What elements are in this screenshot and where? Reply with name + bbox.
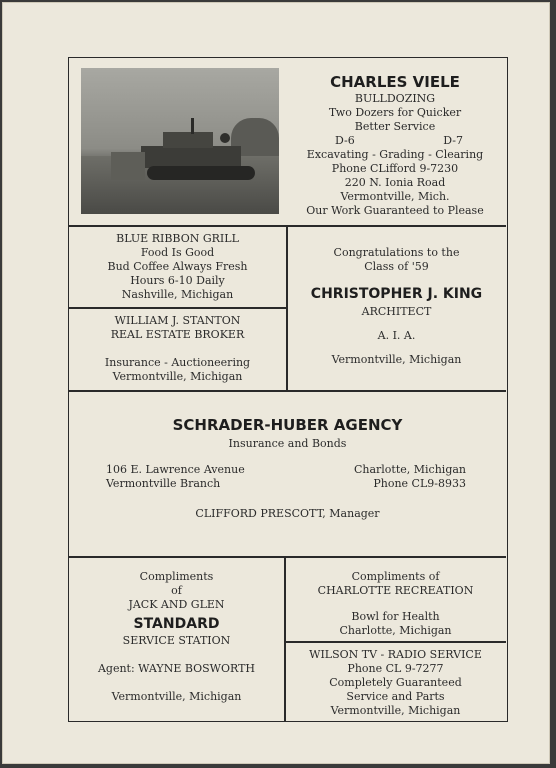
king-ad [287,246,506,390]
schrader-contact: Phone CL9-8933 [373,477,466,490]
king-city: Vermontville, Michigan [331,353,462,366]
standard-agent: Agent: WAYNE BOSWORTH [97,662,256,675]
standard-sub: SERVICE STATION [122,634,231,647]
viele-line: Phone CLifford 9-7230 [331,162,459,175]
schrader-name: SCHRADER-HUBER AGENCY [172,416,403,434]
grill-line: BLUE RIBBON GRILL [116,232,239,245]
king-congrats: Congratulations to the [333,246,460,259]
viele-model: D-6 [335,134,355,147]
viele-line: Better Service [354,120,436,133]
wilson-line: Service and Parts [346,690,445,703]
ad-grid [68,57,508,722]
grill-line: Hours 6-10 Daily [130,274,225,287]
stanton-line: Vermontville, Michigan [112,370,243,383]
standard-name: STANDARD [133,616,220,632]
schrader-address: Vermontville Branch [106,477,221,490]
viele-line: Our Work Guaranteed to Please [306,204,484,217]
divider [69,225,506,227]
grill-ad [69,232,286,307]
bulldozer-icon [103,118,263,188]
standard-ad [69,570,284,721]
yearbook-page [2,2,550,764]
schrader-ad [69,415,506,555]
divider [284,641,506,643]
divider [69,307,286,309]
schrader-contact: Charlotte, Michigan [353,463,466,476]
wilson-line: Completely Guaranteed [329,676,462,689]
viele-line: Two Dozers for Quicker [328,106,462,119]
grill-line: Nashville, Michigan [121,288,234,301]
king-congrats: Class of '59 [364,260,429,273]
schrader-sub: Insurance and Bonds [228,437,347,450]
king-name: CHRISTOPHER J. KING [310,286,483,302]
king-title: ARCHITECT [361,305,432,318]
viele-line: Excavating - Grading - Clearing [306,148,484,161]
grill-line: Food Is Good [140,246,215,259]
wilson-line: WILSON TV - RADIO SERVICE [309,648,482,661]
wilson-line: Phone CL 9-7277 [347,662,444,675]
bulldozer-photo [81,68,279,214]
standard-line: JACK AND GLEN [128,598,225,611]
grill-line: Bud Coffee Always Fresh [107,260,248,273]
recreation-line: CHARLOTTE RECREATION [317,584,474,597]
recreation-line: Compliments of [351,570,440,583]
schrader-manager: CLIFFORD PRESCOTT, Manager [195,507,380,520]
wilson-ad [285,648,506,721]
viele-line: Vermontville, Mich. [340,190,450,203]
viele-ad [69,58,506,225]
viele-line: 220 N. Ionia Road [344,176,446,189]
viele-model: D-7 [443,134,463,147]
stanton-ad [69,314,286,390]
stanton-line: Insurance - Auctioneering [104,356,251,369]
standard-city: Vermontville, Michigan [111,690,242,703]
standard-line: Compliments [139,570,214,583]
stanton-line: WILLIAM J. STANTON [114,314,241,327]
standard-line: of [171,584,182,597]
king-aia: A. I. A. [377,329,416,342]
viele-line: BULLDOZING [354,92,436,105]
schrader-address: 106 E. Lawrence Avenue [106,463,245,476]
divider [69,556,506,558]
wilson-line: Vermontville, Michigan [330,704,461,717]
recreation-ad [285,570,506,641]
divider [69,390,506,392]
stanton-line: REAL ESTATE BROKER [110,328,245,341]
recreation-line: Charlotte, Michigan [339,624,452,637]
recreation-line: Bowl for Health [351,610,440,623]
viele-name: CHARLES VIELE [330,73,460,91]
